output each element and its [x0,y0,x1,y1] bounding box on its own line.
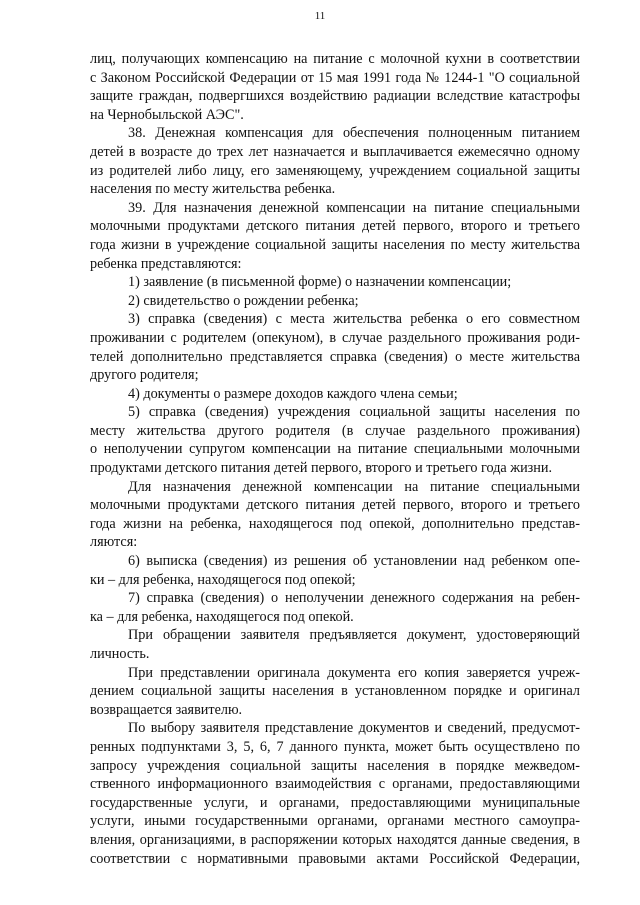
text-line: ребенка представляются: [90,255,242,272]
text-line: 7) справка (сведения) о неполучении денежного содержания на ребен- [128,590,580,607]
text-line: на Чернобыльской АЭС". [90,106,244,123]
text-line: из родителей либо лицу, его заменяющему, учреждением социальной защиты [90,162,580,179]
text-line: года жизни на ребенка, находящегося под опекой, дополнительно представ- [90,515,580,532]
text-line: другого родителя; [90,367,199,384]
text-line: ка – для ребенка, находящегося под опекой. [90,608,354,625]
text-line: вления, организациями, в распоряжении которых находятся данные сведения, в [90,831,580,848]
page-number: 11 [314,10,326,22]
text-line: 1) заявление (в письменной форме) о назначении компенсации; [128,274,512,291]
text-line: возвращается заявителю. [90,701,243,718]
text-line: ляются: [90,534,138,551]
text-line: 2) свидетельство о рождении ребенка; [128,292,359,309]
text-line: молочными продуктами детского питания детей первого, второго и третьего [90,497,580,514]
text-line: При представлении оригинала документа его копия заверяется учреж- [128,664,580,681]
text-line: запросу учреждения социальной защиты населения в порядке межведом- [90,757,580,774]
text-line: 5) справка (сведения) учреждения социальной защиты населения по [128,404,580,421]
text-line: 39. Для назначения денежной компенсации на питание специальными [128,199,580,216]
text-line: месту жительства другого родителя (в случае раздельного проживания) [90,422,580,439]
text-line: телей дополнительно представляется справка (сведения) о месте жительства [90,348,580,365]
text-line: услуги, иными государственными органами, органами местного самоупра- [90,813,580,830]
text-line: По выбору заявителя представление документов и сведений, предусмот- [128,720,580,737]
text-line: 38. Денежная компенсация для обеспечения полноценным питанием [128,125,580,142]
text-line: ренных подпунктами 3, 5, 6, 7 данного пункта, может быть осуществлено по [90,738,580,755]
text-line: ки – для ребенка, находящегося под опекой; [90,571,356,588]
text-line: дением социальной защиты населения в установленном порядке и оригинал [90,683,580,700]
text-line: При обращении заявителя предъявляется документ, удостоверяющий [128,627,580,644]
text-line: 4) документы о размере доходов каждого члена семьи; [128,385,458,402]
text-line: ственного информационного взаимодействия с органами, предоставляющими [90,776,580,793]
text-line: о неполучении супругом компенсации на питание специальными молочными [90,441,580,458]
text-line: населения по месту жительства ребенка. [90,181,336,198]
text-line: 6) выписка (сведения) из решения об установлении над ребенком опе- [128,553,580,570]
text-line: лиц, получающих компенсацию на питание с молочной кухни в соответствии [90,51,580,67]
text-line: продуктами детского питания детей первого, второго и третьего года жизни. [90,460,552,477]
text-line: соответствии с нормативными правовыми актами Российской Федерации, [90,850,580,867]
document-body [90,50,580,868]
text-line: проживании с родителем (опекуном), в случае раздельного проживания роди- [90,329,580,346]
text-line: года жизни в учреждение социальной защиты населения по месту жительства [90,236,580,253]
text-line: государственные услуги, и органами, предоставляющими муниципальные [90,794,580,811]
text-line: 3) справка (сведения) с места жительства ребенка о его совместном [128,311,580,328]
text-line: Для назначения денежной компенсации на питание специальными [128,478,580,495]
text-line: личность. [90,646,150,662]
text-line: с Законом Российской Федерации от 15 мая 1991 года № 1244-1 "О социальной [90,69,580,86]
text-line: молочными продуктами детского питания детей первого, второго и третьего [90,218,580,235]
text-line: детей в возрасте до трех лет назначается и выплачивается ежемесячно одному [90,143,580,160]
text-line: защите граждан, подвергшихся воздействию радиации вследствие катастрофы [90,88,580,105]
